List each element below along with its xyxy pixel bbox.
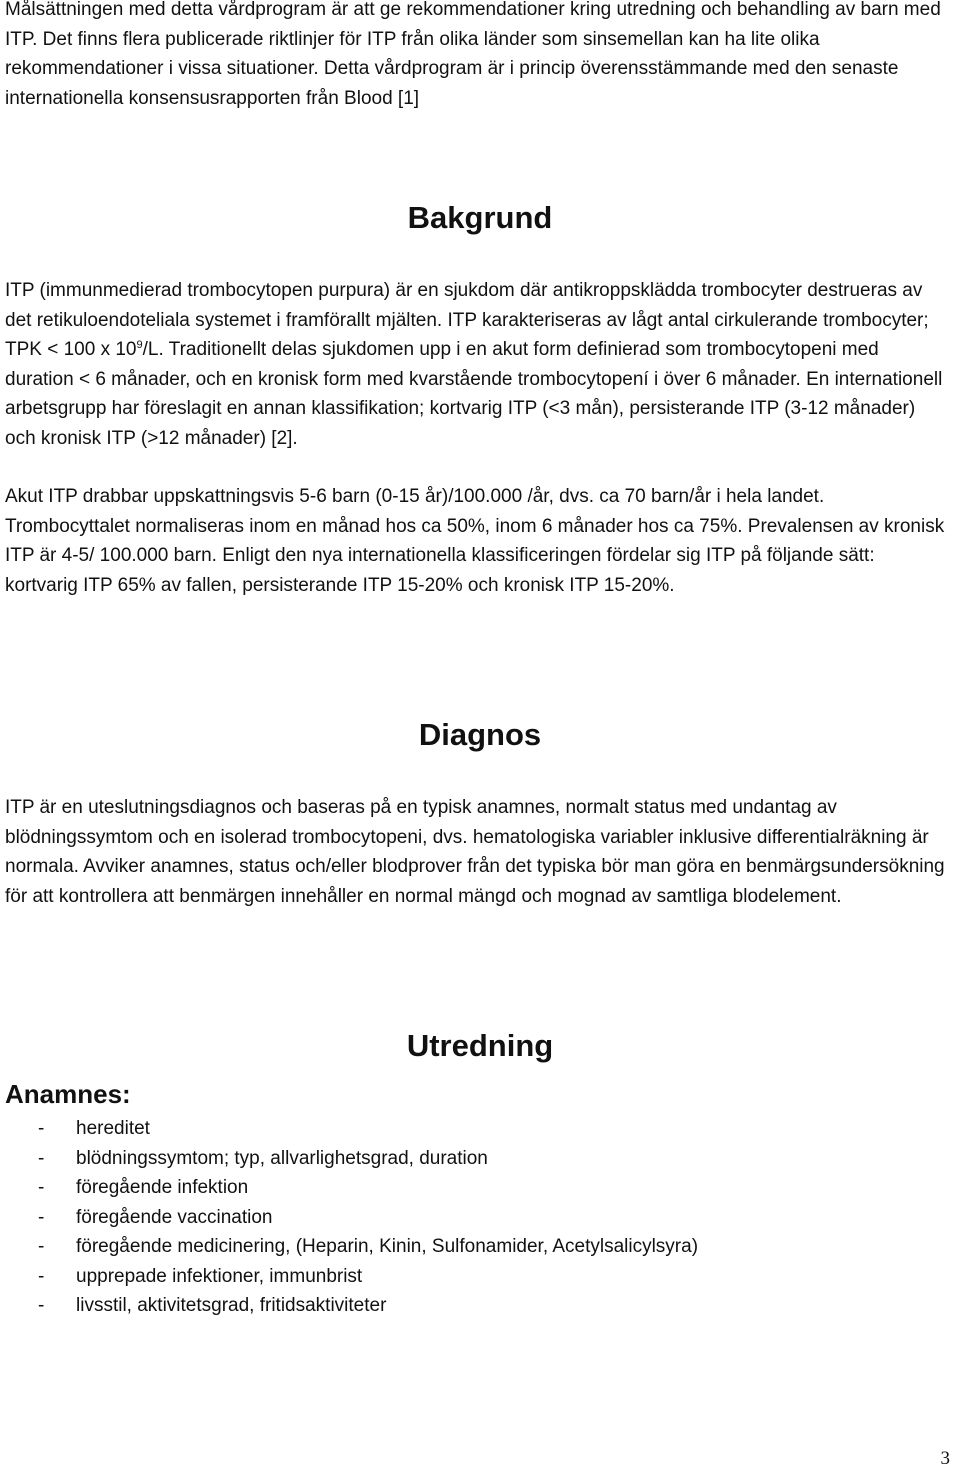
bakgrund-text-part-2: /L. Traditionellt delas sjukdomen upp i en akut form definierad som trombocytopeni med duration < 6 månader, och en kronisk form med kvarstående trombocytopení i över 6 månader. En internationell arbetsgrupp har föreslagit en annan klassifikation; kortvarig ITP (<3 mån), persisterande ITP (3-12 månader) och kronisk ITP (>12 månader) [2]. — [5, 339, 943, 449]
list-item-text: blödningssymtom; typ, allvarlighetsgrad, duration — [76, 1147, 488, 1169]
list-item — [5, 1232, 698, 1262]
heading-utredning: Utredning — [406, 1028, 554, 1063]
list-dash: - — [38, 1265, 45, 1287]
list-item — [5, 1114, 698, 1144]
list-item-text: hereditet — [76, 1118, 150, 1139]
list-item-text: livsstil, aktivitetsgrad, fritidsaktiviteter — [76, 1295, 387, 1316]
list-item — [5, 1203, 698, 1233]
diagnos-paragraph — [5, 793, 945, 911]
list-dash: - — [38, 1147, 45, 1169]
bakgrund-text-part-1: ITP (immunmedierad trombocytopen purpura) är en sjukdom där antikroppsklädda trombocyter destrueras av det retikuloendoteliala systemet i framförallt mjälten. ITP karakteriseras av lågt antal cirkulerande trombocyter; TPK < 100 x 10 — [5, 280, 929, 360]
list-item — [5, 1262, 698, 1292]
list-dash: - — [38, 1177, 45, 1198]
list-dash: - — [38, 1118, 45, 1139]
heading-bakgrund: Bakgrund — [407, 200, 553, 235]
list-item — [5, 1291, 698, 1321]
page-number: 3 — [940, 1448, 950, 1469]
subheading-anamnes: Anamnes: — [5, 1079, 131, 1109]
list-item-text: föregående infektion — [76, 1177, 249, 1198]
list-dash: - — [38, 1295, 45, 1316]
bakgrund-paragraph-2 — [5, 482, 945, 600]
list-item-text: upprepade infektioner, immunbrist — [76, 1265, 363, 1287]
diagnos-text: ITP är en uteslutningsdiagnos och baseras på en typisk anamnes, normalt status med undantag av blödningssymtom och en isolerad trombocytopeni, dvs. hematologiska variabler inklusive differentialräkning är normala. Avviker anamnes, status och/eller blodprover från det typiska bör man göra en benmärgsundersökning för att kontrollera att benmärgen innehåller en normal mängd och mognad av samtliga blodelement. — [5, 797, 945, 907]
bakgrund-paragraph-1 — [5, 276, 945, 453]
intro-paragraph — [5, 0, 945, 113]
list-item — [5, 1144, 698, 1174]
exponent-superscript: 9 — [136, 339, 143, 351]
list-item — [5, 1173, 698, 1203]
intro-text: Målsättningen med detta vårdprogram är att ge rekommendationer kring utredning och behandling av barn med ITP. Det finns flera publicerade riktlinjer för ITP från olika länder som sinsemellan kan ha lite olika rekommendationer i vissa situationer. Detta vårdprogram är i princip överensstämmande med den senaste internationella konsensusrapporten från Blood [1] — [5, 0, 941, 109]
anamnes-list — [5, 1114, 698, 1321]
list-dash: - — [38, 1236, 45, 1257]
list-dash: - — [38, 1206, 45, 1228]
list-item-text: föregående medicinering, (Heparin, Kinin, Sulfonamider, Acetylsalicylsyra) — [76, 1236, 699, 1257]
list-item-text: föregående vaccination — [76, 1206, 273, 1228]
heading-diagnos: Diagnos — [418, 717, 542, 752]
bakgrund-text-epidemiology: Akut ITP drabbar uppskattningsvis 5-6 barn (0-15 år)/100.000 /år, dvs. ca 70 barn/år i hela landet. Trombocyttalet normaliseras inom en månad hos ca 50%, inom 6 månader hos ca 75%. Prevalensen av kronisk ITP är 4-5/ 100.000 barn. Enligt den nya internationella klassificeringen fördelar sig ITP på följande sätt: kortvarig ITP 65% av fallen, persisterande ITP 15-20% och kronisk ITP 15-20%. — [5, 486, 945, 596]
